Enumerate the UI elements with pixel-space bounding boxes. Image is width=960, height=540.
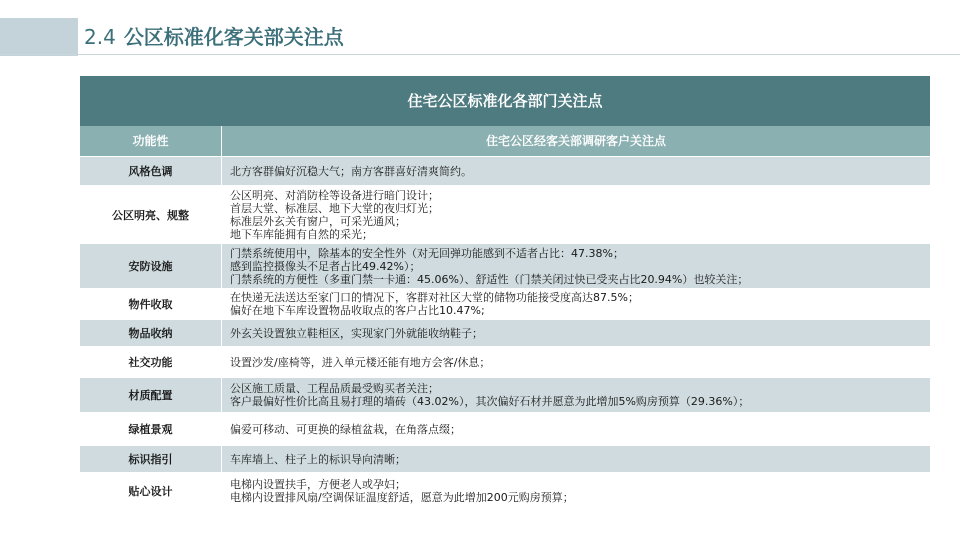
- row-label: 标识指引: [128, 453, 173, 466]
- section-title: 公区标准化客关部关注点: [123, 25, 344, 49]
- table-row: [80, 320, 930, 347]
- row-content: [221, 413, 930, 445]
- row-content-line: 设置沙发/座椅等，进入单元楼还能有地方会客/休息；: [230, 355, 491, 369]
- table-row: [80, 413, 930, 446]
- row-content-line: 偏爱可移动、可更换的绿植盆栽，在角落点缀；: [230, 422, 461, 436]
- row-content-line: 感到监控摄像头不足者占比49.42%）；: [230, 259, 421, 273]
- row-content-line: 门禁系统使用中，除基本的安全性外（对无回弹功能感到不适者占比：47.38%；: [230, 246, 624, 260]
- row-content-line: 偏好在地下车库设置物品收取点的客户占比10.47%;: [230, 304, 485, 317]
- column-header-concerns: 住宅公区经客关部调研客户关注点: [221, 126, 930, 156]
- row-label: 公区明亮、规整: [112, 208, 189, 222]
- row-content-line: 地下车库能拥有自然的采光；: [230, 227, 373, 241]
- header-divider: [0, 54, 960, 55]
- row-content-line: 标准层外玄关有窗户，可采光通风；: [230, 214, 406, 228]
- table-body: [80, 157, 930, 510]
- row-content: [221, 473, 930, 509]
- row-content: [221, 289, 930, 319]
- table-row: [80, 244, 930, 289]
- row-content: [221, 244, 930, 288]
- row-content-line: 公区施工质量、工程品质最受购买者关注；: [230, 382, 439, 395]
- row-content-line: 北方客群偏好沉稳大气；南方客群喜好清爽简约。: [230, 164, 472, 178]
- row-content: [221, 320, 930, 346]
- focus-points-table: [80, 76, 930, 510]
- row-label: 风格色调: [128, 165, 173, 178]
- table-row: [80, 378, 930, 413]
- page-title: [84, 22, 344, 52]
- column-header-function: 功能性: [132, 134, 169, 148]
- header-accent-block: [0, 18, 78, 56]
- row-content-line: 在快递无法送达至家门口的情况下，客群对社区大堂的储物功能接受度高达87.5%；: [230, 291, 639, 304]
- row-label: 物件收取: [128, 298, 173, 311]
- row-label: 社交功能: [128, 356, 173, 369]
- table-title: 住宅公区标准化各部门关注点: [80, 76, 930, 126]
- row-content-line: 门禁系统的方便性（多重门禁一卡通：45.06%）、舒适性（门禁关闭过快已受夹占比20.94%）也较关注；: [230, 272, 749, 286]
- row-content-line: 电梯内设置扶手，方便老人或孕妇；: [230, 478, 406, 491]
- row-content-line: 外玄关设置独立鞋柜区，实现家门外就能收纳鞋子；: [230, 326, 483, 340]
- table-row: [80, 157, 930, 186]
- row-content-line: 首层大堂、标准层、地下大堂的夜归灯光；: [230, 201, 439, 215]
- row-label: 贴心设计: [128, 485, 173, 498]
- table-row: [80, 289, 930, 320]
- row-label: 安防设施: [128, 260, 173, 273]
- row-content-line: 电梯内设置排风扇/空调保证温度舒适，愿意为此增加200元购房预算；: [230, 491, 574, 504]
- row-label: 绿植景观: [128, 423, 173, 436]
- row-content-line: 客户最偏好性价比高且易打理的墙砖（43.02%），其次偏好石材并愿意为此增加5%购房预算（29.36%）；: [230, 395, 750, 408]
- row-content: [221, 186, 930, 243]
- table-row: [80, 186, 930, 244]
- row-content: [221, 157, 930, 185]
- table-row: [80, 446, 930, 473]
- row-content-line: 车库墙上、柱子上的标识导向清晰；: [230, 452, 406, 466]
- row-content: [221, 347, 930, 377]
- table-header-row: [80, 126, 930, 157]
- row-content-line: 公区明亮、对消防栓等设备进行暗门设计；: [230, 188, 439, 202]
- row-label: 物品收纳: [128, 327, 173, 340]
- row-content: [221, 446, 930, 472]
- slide-header: [0, 18, 960, 56]
- row-content: [221, 378, 930, 412]
- section-number: 2.4: [84, 25, 116, 49]
- row-label: 材质配置: [128, 389, 173, 402]
- table-row: [80, 347, 930, 378]
- table-row: [80, 473, 930, 510]
